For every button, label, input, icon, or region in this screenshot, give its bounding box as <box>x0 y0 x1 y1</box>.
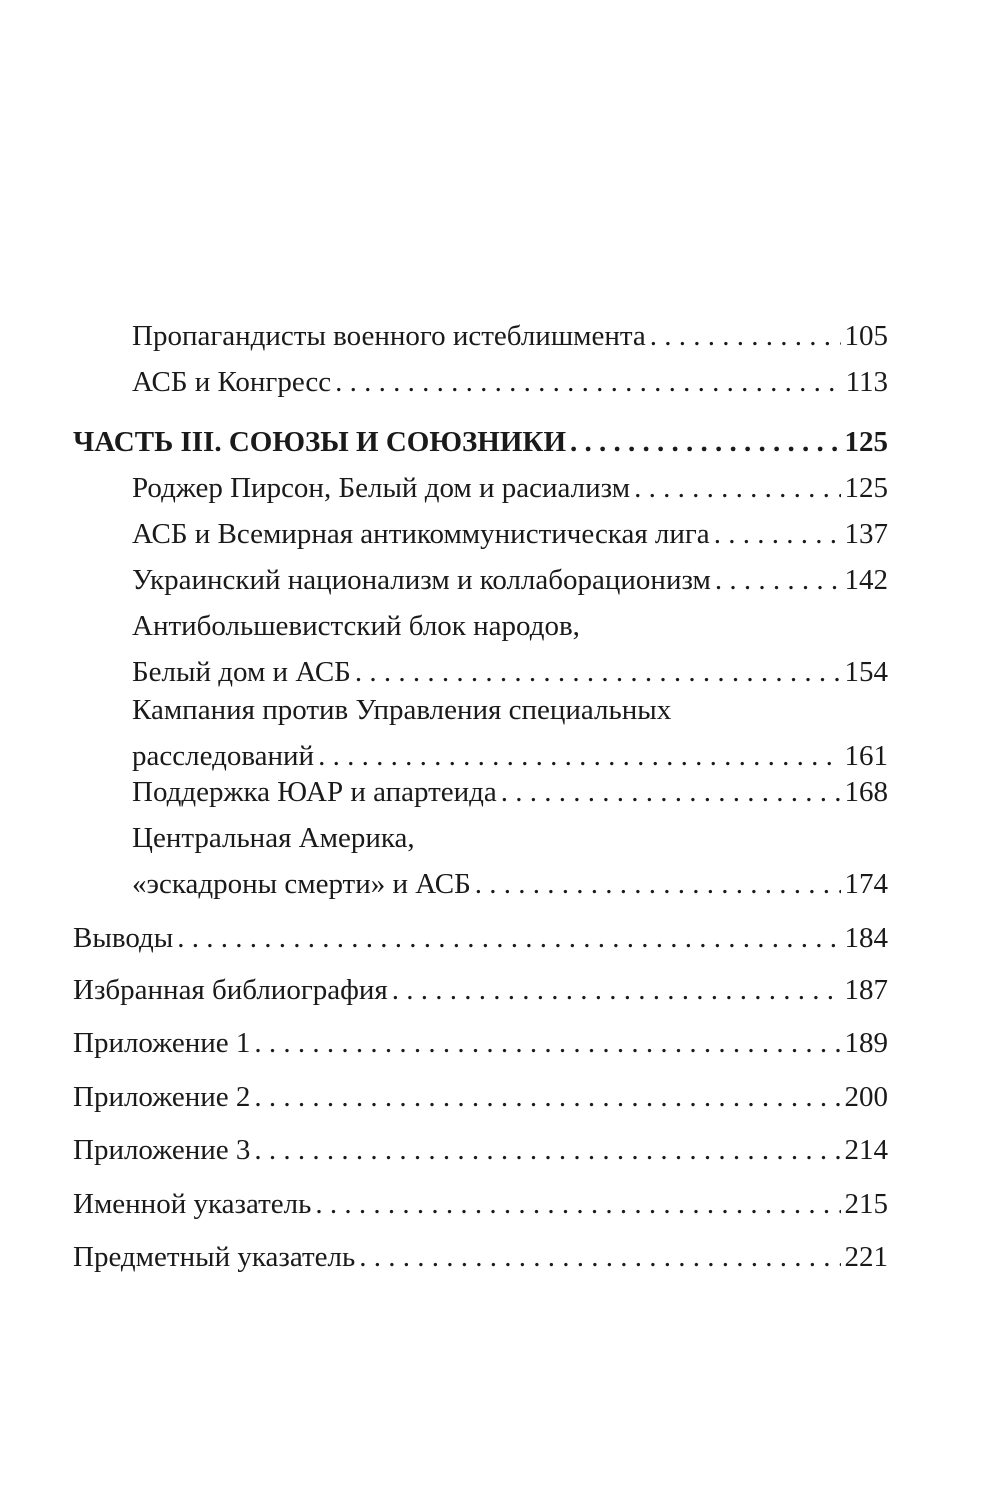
toc-entry-title: АСБ и Всемирная антикоммунистическая лига <box>132 518 710 550</box>
toc-entry[interactable] <box>0 1186 1000 1222</box>
dot-leader <box>254 1079 840 1115</box>
toc-entry-page: 184 <box>844 922 888 954</box>
toc-entry-page: 187 <box>844 974 888 1006</box>
toc-entry[interactable] <box>0 820 1000 902</box>
toc-entry-title: Именной указатель <box>73 1188 312 1220</box>
toc-entry[interactable] <box>0 920 1000 956</box>
toc-entry-page: 200 <box>844 1081 888 1113</box>
toc-entry[interactable] <box>0 1025 1000 1061</box>
toc-entry[interactable] <box>0 318 1000 354</box>
toc-entry-title: Белый дом и АСБ <box>132 656 351 688</box>
toc-entry-page: 105 <box>844 320 888 352</box>
toc-entry-title: ЧАСТЬ III. СОЮЗЫ И СОЮЗНИКИ <box>73 426 566 458</box>
toc-entry-page: 125 <box>844 472 888 504</box>
toc-entry-title: Приложение 1 <box>73 1027 251 1059</box>
dot-leader <box>475 866 841 902</box>
dot-leader <box>715 562 841 598</box>
toc-entry-page: 214 <box>844 1134 888 1166</box>
toc-entry-title: Приложение 2 <box>73 1081 251 1113</box>
toc-entry-page: 142 <box>844 564 888 596</box>
toc-entry-title: Предметный указатель <box>73 1241 356 1273</box>
toc-entry[interactable] <box>0 774 1000 810</box>
dot-leader <box>634 470 840 506</box>
toc-entry-title: расследований <box>132 740 315 772</box>
toc-entry[interactable] <box>0 516 1000 552</box>
toc-entry-page: 154 <box>844 656 888 688</box>
dot-leader <box>318 738 840 774</box>
dot-leader <box>501 774 841 810</box>
toc-entry-title: Поддержка ЮАР и апартеида <box>132 776 497 808</box>
toc-entry-page: 137 <box>844 518 888 550</box>
toc-entry-title: Пропагандисты военного истеблишмента <box>132 320 646 352</box>
dot-leader <box>177 920 840 956</box>
toc-entry-title: Роджер Пирсон, Белый дом и расиализм <box>132 472 631 504</box>
toc-entry-page: 174 <box>844 868 888 900</box>
dot-leader <box>315 1186 840 1222</box>
dot-leader <box>254 1132 840 1168</box>
toc-entry[interactable] <box>0 364 1000 400</box>
toc-entry-title: АСБ и Конгресс <box>132 366 332 398</box>
toc-entry-page: 113 <box>845 366 888 398</box>
toc-entry[interactable] <box>0 562 1000 598</box>
toc-entry-page: 125 <box>844 426 888 458</box>
dot-leader <box>570 424 841 460</box>
toc-entry-title: Приложение 3 <box>73 1134 251 1166</box>
toc-entry[interactable] <box>0 470 1000 506</box>
dot-leader <box>359 1239 840 1275</box>
toc-entry-page: 189 <box>844 1027 888 1059</box>
toc-entry-page: 168 <box>844 776 888 808</box>
toc-entry[interactable] <box>0 1132 1000 1168</box>
dot-leader <box>650 318 841 354</box>
toc-entry-title: Украинский национализм и коллаборационизм <box>132 564 711 596</box>
toc-entry[interactable] <box>0 1079 1000 1115</box>
toc-entry-page: 215 <box>844 1188 888 1220</box>
toc-entry-title: Избранная библиография <box>73 974 388 1006</box>
toc-entry-title-line1: Центральная Америка, <box>132 822 415 854</box>
toc-entry-title: «эскадроны смерти» и АСБ <box>132 868 471 900</box>
dot-leader <box>335 364 841 400</box>
toc-entry-page: 221 <box>844 1241 888 1273</box>
toc-part-heading[interactable] <box>0 424 1000 460</box>
toc-entry-title: Выводы <box>73 922 174 954</box>
toc-entry[interactable] <box>0 692 1000 774</box>
toc-entry[interactable] <box>0 1239 1000 1275</box>
dot-leader <box>392 972 841 1008</box>
dot-leader <box>355 654 841 690</box>
toc-entry-title-line1: Кампания против Управления специальных <box>132 694 672 726</box>
toc-entry-title-line1: Антибольшевистский блок народов, <box>132 610 580 642</box>
dot-leader <box>254 1025 840 1061</box>
toc-entry-page: 161 <box>844 740 888 772</box>
toc-entry[interactable] <box>0 608 1000 690</box>
dot-leader <box>714 516 841 552</box>
toc-entry[interactable] <box>0 972 1000 1008</box>
